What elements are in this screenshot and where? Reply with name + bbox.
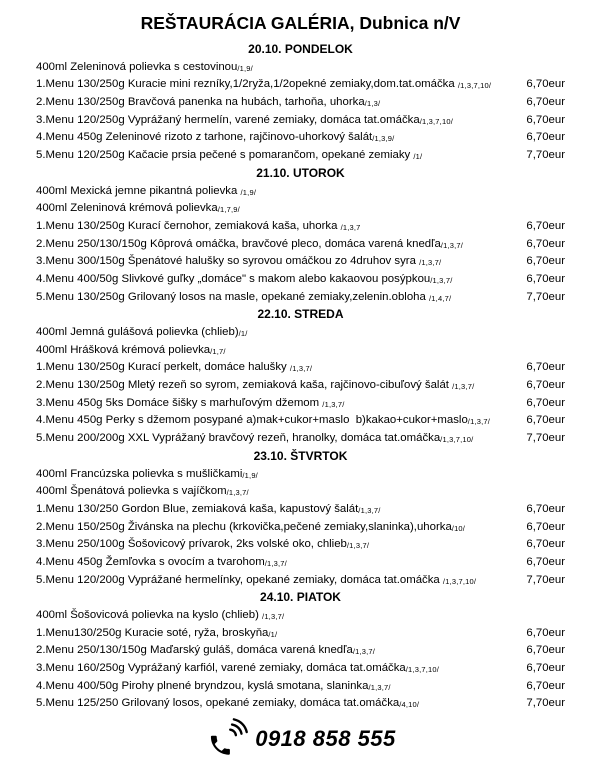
menu-price: 6,70eur <box>526 644 565 657</box>
menu-line <box>36 642 565 660</box>
allergen-label: /1,3,7,10/ <box>419 116 453 126</box>
allergen-label: /10/ <box>451 523 466 533</box>
menu-text: 5.Menu 120/250g Kačacie prsia pečené s pomarančom, opekané zemiaky /1/ <box>36 149 423 162</box>
menu-line <box>36 536 565 554</box>
soup-line <box>36 342 565 360</box>
menu-price: 6,70eur <box>526 662 565 675</box>
menu-line <box>36 289 565 307</box>
phone-number: 0918 858 555 <box>255 726 396 752</box>
allergen-label: /1,3,7,10/ <box>440 435 474 445</box>
soup-line <box>36 607 565 625</box>
soup-text: 400ml Jemná gulášová polievka (chlieb)/1/ <box>36 326 248 338</box>
menu-line <box>36 554 565 572</box>
menu-text: 4.Menu 450g Perky s džemom posypané a)mak+cukor+maslo b)kakao+cukor+maslo/1,3,7/ <box>36 414 491 427</box>
allergen-label: /1,3,7,10/ <box>405 665 440 675</box>
day-heading: 24.10. PIATOK <box>260 590 341 605</box>
soup-text: 400ml Zeleninová polievka s cestovinou/1,9/ <box>36 60 253 73</box>
menu-text: 2.Menu 250/130/150g Maďarský guláš, domáca varená knedľa/1,3,7/ <box>36 644 376 657</box>
menu-text: 3.Menu 450g 5ks Domáce šišky s marhuľovým džemom /1,3,7/ <box>36 396 345 409</box>
soup-text: 400ml Mexická jemne pikantná polievka /1,9/ <box>36 184 257 197</box>
soup-text: 400ml Šošovicová polievka na kyslo (chlieb) /1,3,7/ <box>36 609 285 621</box>
menu-line <box>36 625 565 643</box>
menu-text: 4.Menu 450g Zeleninové rizoto z tarhone, rajčinovo-uhorkový šalát/1,3,9/ <box>36 131 395 144</box>
allergen-label: /1,3,7/ <box>368 682 391 692</box>
day-section <box>36 448 565 590</box>
menu-price: 6,70eur <box>526 361 565 374</box>
menu-line <box>36 359 565 377</box>
menu-line <box>36 695 565 713</box>
menu-text: 2.Menu 130/250g Mletý rezeň so syrom, zemiaková kaša, rajčinovo-cibuľový šalát /1,3,7/ <box>36 379 475 392</box>
allergen-label: /1,3,7/ <box>226 488 249 498</box>
phone-row <box>36 715 565 763</box>
menu-text: 5.Menu 200/200g XXL Vyprážaný bravčový rezeň, hranolky, domáca tat.omáčka/1,3,7,10/ <box>36 432 474 445</box>
menu-price: 7,70eur <box>526 432 565 445</box>
menu-line <box>36 430 565 448</box>
menu-line <box>36 112 565 130</box>
menu-line <box>36 94 565 112</box>
allergen-label: /1,3,7/ <box>289 364 313 374</box>
menu-price: 6,70eur <box>526 396 565 409</box>
soup-line <box>36 483 565 501</box>
menu-text: 4.Menu 400/50g Pirohy plnené bryndzou, kyslá smotana, slaninka/1,3,7/ <box>36 679 391 692</box>
menu-line <box>36 236 565 254</box>
menu-line <box>36 678 565 696</box>
menu-line <box>36 501 565 519</box>
menu-text: 3.Menu 160/250g Vyprážaný karfiól, varené zemiaky, domáca tat.omáčka/1,3,7,10/ <box>36 662 440 675</box>
allergen-label: /1,3,7/ <box>440 240 464 250</box>
allergen-label: /1,3,7/ <box>358 505 381 515</box>
menu-price: 6,70eur <box>526 113 565 126</box>
allergen-label: /1,9/ <box>242 470 258 480</box>
day-section <box>36 41 565 165</box>
menu-line <box>36 76 565 94</box>
allergen-label: /1,7,9/ <box>217 205 240 215</box>
menu-price: 6,70eur <box>526 379 565 392</box>
menu-price: 6,70eur <box>526 538 565 551</box>
menu-price: 7,70eur <box>526 149 565 162</box>
allergen-label: /1/ <box>413 152 423 162</box>
day-heading: 21.10. UTOROK <box>256 165 345 180</box>
menu-text: 5.Menu 120/200g Vyprážané hermelínky, opekané zemiaky, domáca tat.omáčka /1,3,7,10/ <box>36 573 477 586</box>
menu-price: 6,70eur <box>526 255 565 268</box>
day-heading: 22.10. STREDA <box>257 307 344 322</box>
menu-line <box>36 253 565 271</box>
allergen-label: /1,3,7/ <box>346 541 370 551</box>
menu-price: 6,70eur <box>526 219 565 232</box>
day-heading: 23.10. ŠTVRTOK <box>253 448 348 463</box>
allergen-label: /1,3,7,10/ <box>457 81 492 91</box>
allergen-label: /1,3,7/ <box>452 382 475 392</box>
menu-price: 6,70eur <box>526 626 565 639</box>
menu-price: 6,70eur <box>526 414 565 427</box>
menu-price: 6,70eur <box>526 679 565 692</box>
menu-text: 3.Menu 300/150g Špenátové halušky so syrovou omáčkou zo 4druhov syra /1,3,7/ <box>36 255 442 268</box>
allergen-label: /1,3,7/ <box>430 275 453 285</box>
menu-price: 7,70eur <box>526 697 565 710</box>
menu-text: 1.Menu 130/250 Gordon Blue, zemiaková kaša, kapustový šalát/1,3,7/ <box>36 502 381 515</box>
menu-line <box>36 412 565 430</box>
allergen-label: /1,3,7/ <box>352 647 376 657</box>
menu-text: 1.Menu 130/250g Kurací černohor, zemiaková kaša, uhorka /1,3,7 <box>36 219 361 232</box>
menu-line <box>36 129 565 147</box>
menu-price: 6,70eur <box>526 555 565 568</box>
allergen-label: /1/ <box>268 629 278 639</box>
menu-price: 6,70eur <box>526 272 565 285</box>
soup-line <box>36 324 565 342</box>
day-section <box>36 589 565 713</box>
menu-price: 6,70eur <box>526 502 565 515</box>
allergen-label: /1,7/ <box>210 346 226 356</box>
menu-line <box>36 395 565 413</box>
menu-text: 1.Menu130/250g Kuracie soté, ryža, broskyňa/1/ <box>36 626 278 639</box>
soup-text: 400ml Špenátová polievka s vajíčkom/1,3,7/ <box>36 485 249 498</box>
allergen-label: /1,3,7/ <box>467 417 491 427</box>
menu-text: 2.Menu 250/130/150g Kôprová omáčka, bravčové pleco, domáca varená knedľa/1,3,7/ <box>36 237 464 250</box>
ringing-phone-icon <box>205 717 249 761</box>
menu-text: 5.Menu 130/250g Grilovaný losos na masle, opekané zemiaky,zelenin.obloha /1,4,7/ <box>36 290 452 303</box>
allergen-label: /4,10/ <box>399 700 420 710</box>
day-section <box>36 165 565 307</box>
allergen-label: /1,9/ <box>237 63 253 73</box>
allergen-label: /1,3/ <box>364 99 381 109</box>
menu-line <box>36 660 565 678</box>
soup-text: 400ml Hrášková krémová polievka/1,7/ <box>36 343 226 356</box>
day-heading: 20.10. PONDELOK <box>248 42 353 56</box>
menu-text: 3.Menu 250/100g Šošovicový prívarok, 2ks volské oko, chlieb/1,3,7/ <box>36 538 370 551</box>
menu-text: 4.Menu 400/50g Slivkové guľky „domáce" s makom alebo kakaovou posýpkou/1,3,7/ <box>36 272 453 285</box>
menu-price: 6,70eur <box>526 237 565 250</box>
page-title: REŠTAURÁCIA GALÉRIA, Dubnica n/V <box>140 13 461 33</box>
menu-text: 1.Menu 130/250g Kuracie mini rezníky,1/2ryža,1/2opekné zemiaky,dom.tat.omáčka /1,3,7,10/ <box>36 78 492 91</box>
allergen-label: /1,3,7 <box>340 222 361 232</box>
menu-price: 6,70eur <box>526 520 565 533</box>
menu-line <box>36 147 565 165</box>
soup-text: 400ml Zeleninová krémová polievka/1,7,9/ <box>36 202 240 215</box>
menu-price: 6,70eur <box>526 131 565 144</box>
menu-price: 7,70eur <box>526 290 565 303</box>
soup-line <box>36 59 565 77</box>
menu-text: 2.Menu 130/250g Bravčová panenka na hubách, tarhoňa, uhorka/1,3/ <box>36 96 381 109</box>
allergen-label: /1,3,7,10/ <box>442 576 477 586</box>
allergen-label: /1,9/ <box>240 187 257 197</box>
menu-days <box>36 41 565 713</box>
soup-line <box>36 200 565 218</box>
soup-line <box>36 466 565 484</box>
menu-text: 4.Menu 450g Žemľovka s ovocím a tvarohom/1,3,7/ <box>36 555 287 568</box>
allergen-label: /1,4,7/ <box>429 293 452 303</box>
menu-line <box>36 377 565 395</box>
allergen-label: /1,3,7/ <box>264 558 287 568</box>
menu-line <box>36 519 565 537</box>
allergen-label: /1,3,7/ <box>322 399 345 409</box>
menu-text: 3.Menu 120/250g Vyprážaný hermelín, varené zemiaky, domáca tat.omáčka/1,3,7,10/ <box>36 113 453 126</box>
allergen-label: /1/ <box>238 329 248 338</box>
menu-text: 1.Menu 130/250g Kurací perkelt, domáce halušky /1,3,7/ <box>36 361 313 374</box>
soup-text: 400ml Francúzska polievka s mušličkami/1,9/ <box>36 467 258 480</box>
day-section <box>36 306 565 448</box>
allergen-label: /1,3,7/ <box>419 258 442 268</box>
menu-price: 6,70eur <box>526 96 565 109</box>
menu-price: 6,70eur <box>526 78 565 91</box>
soup-line <box>36 183 565 201</box>
allergen-label: /1,3,9/ <box>372 134 395 144</box>
menu-price: 7,70eur <box>526 573 565 586</box>
menu-line <box>36 271 565 289</box>
menu-text: 5.Menu 125/250 Grilovaný losos, opekané zemiaky, domáca tat.omáčka/4,10/ <box>36 697 420 710</box>
menu-text: 2.Menu 150/250g Živánska na plechu (krkovička,pečené zemiaky,slaninka),uhorka/10/ <box>36 520 466 533</box>
allergen-label: /1,3,7/ <box>262 612 285 621</box>
menu-line <box>36 572 565 590</box>
menu-line <box>36 218 565 236</box>
